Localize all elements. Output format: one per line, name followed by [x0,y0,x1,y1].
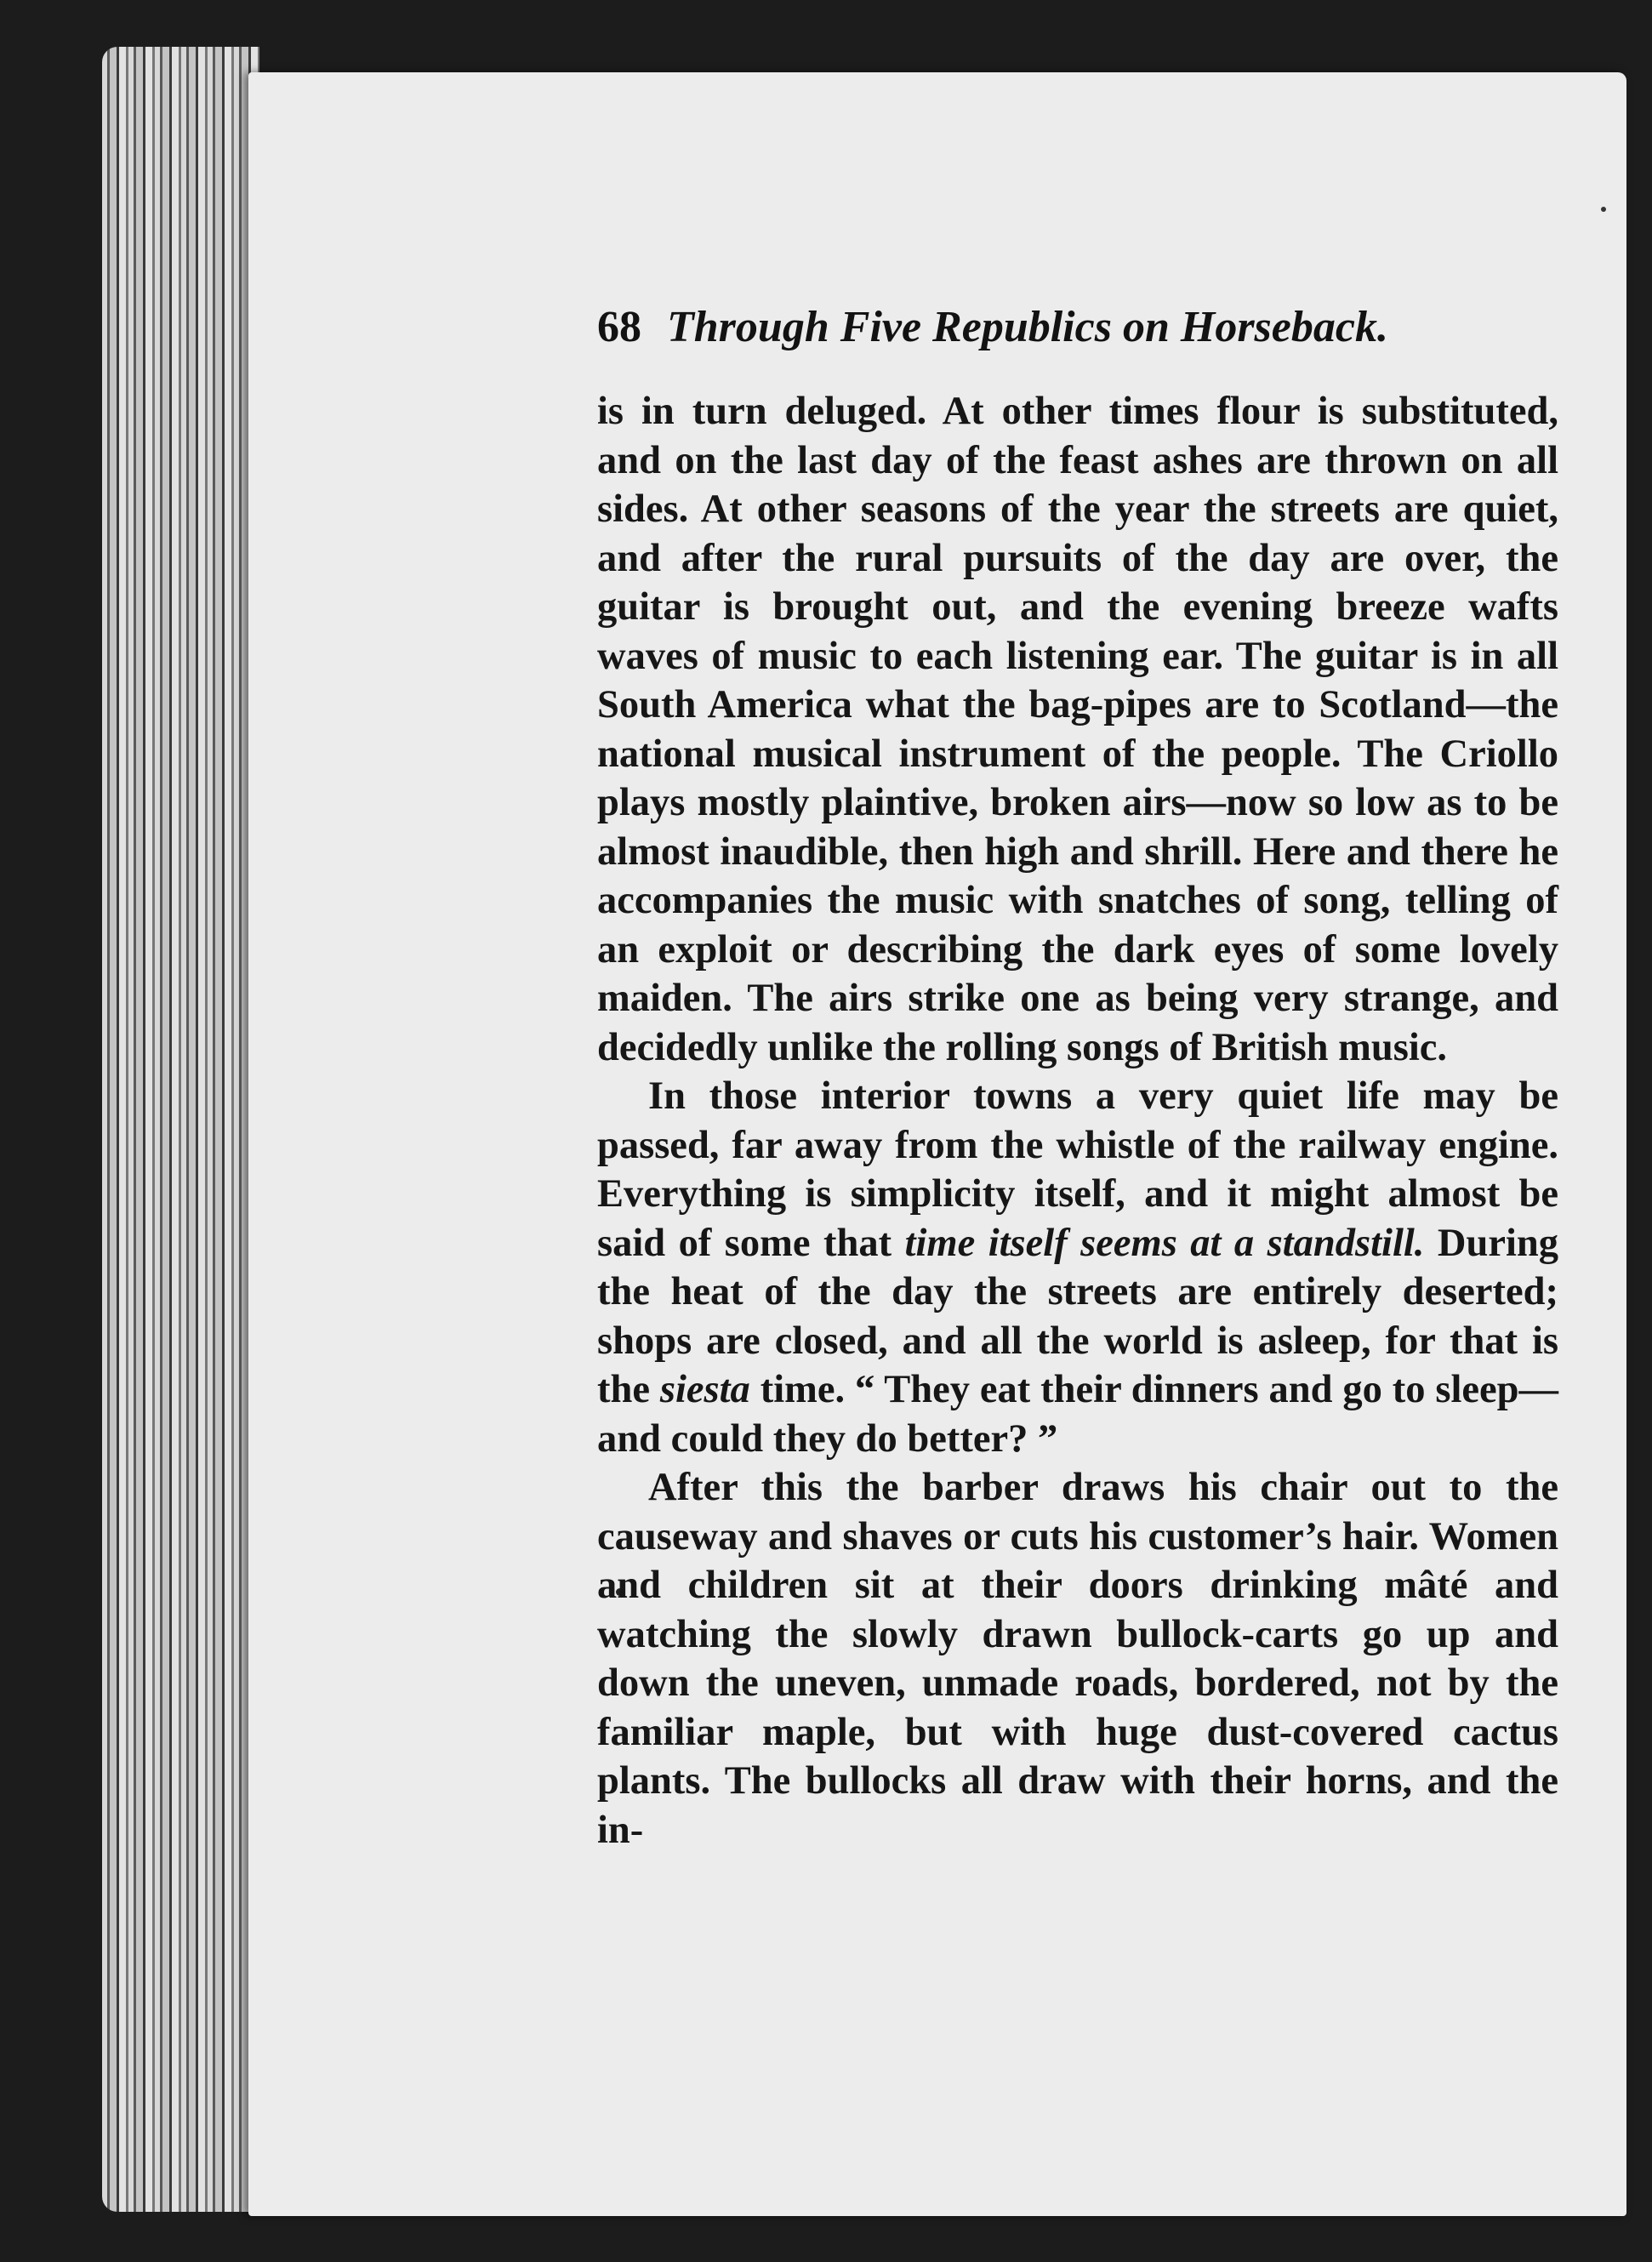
page-speck [1601,207,1606,212]
running-title: Through Five Republics on Horseback. [667,303,1388,351]
book-page-edges [102,47,259,2212]
paragraph: After this the barber draws his chair out to the causeway and shaves or cuts his customer’s hair. Women and children sit at their doors drinking mâté and watching the slowly drawn bullock-carts go up and down the uneven, unmade roads, bordered, not by the familiar maple, but with huge dust-covered cactus plants. The bullocks all draw with their horns, and the in- [597,1466,1558,1852]
paragraph [597,1072,1558,1463]
running-head [597,302,1550,362]
italic-phrase: time itself seems at a standstill. [904,1221,1425,1265]
paragraph-text: In those interior towns a very quiet life may be passed, far away from the whistle of the railway engine. Everything is simplicity itself, and it might almost be said of some that [597,1074,1558,1265]
paragraph-text: time. “ They eat their dinners and go to sleep—and could they do better? ” [597,1368,1559,1461]
page-body-text [597,387,1558,1855]
page-number: 68 [597,303,641,351]
paragraph-text: During the heat of the day the streets are entirely deserted; shops are closed, and all the world is asleep, for that is the [597,1221,1559,1411]
paragraph: is in turn deluged. At other times flour is substituted, and on the last day of the feast ashes are thrown on all sides. At other seasons of the year the streets are quiet, and after the rural pursuits of the day are over, the guitar is brought out, and the evening breeze wafts waves of music to each listening ear. The guitar is in all South America what the bag-pipes are to Scotland—the national musical instrument of the people. The Criollo plays mostly plaintive, broken airs—now so low as to be almost inaudible, then high and shrill. Here and there he accompanies the music with snatches of song, telling of an exploit or describing the dark eyes of some lovely maiden. The airs strike one as being very strange, and decidedly unlike the rolling songs of British music. [597,390,1558,1069]
italic-word: siesta [659,1368,750,1411]
book-page [248,72,1626,2216]
